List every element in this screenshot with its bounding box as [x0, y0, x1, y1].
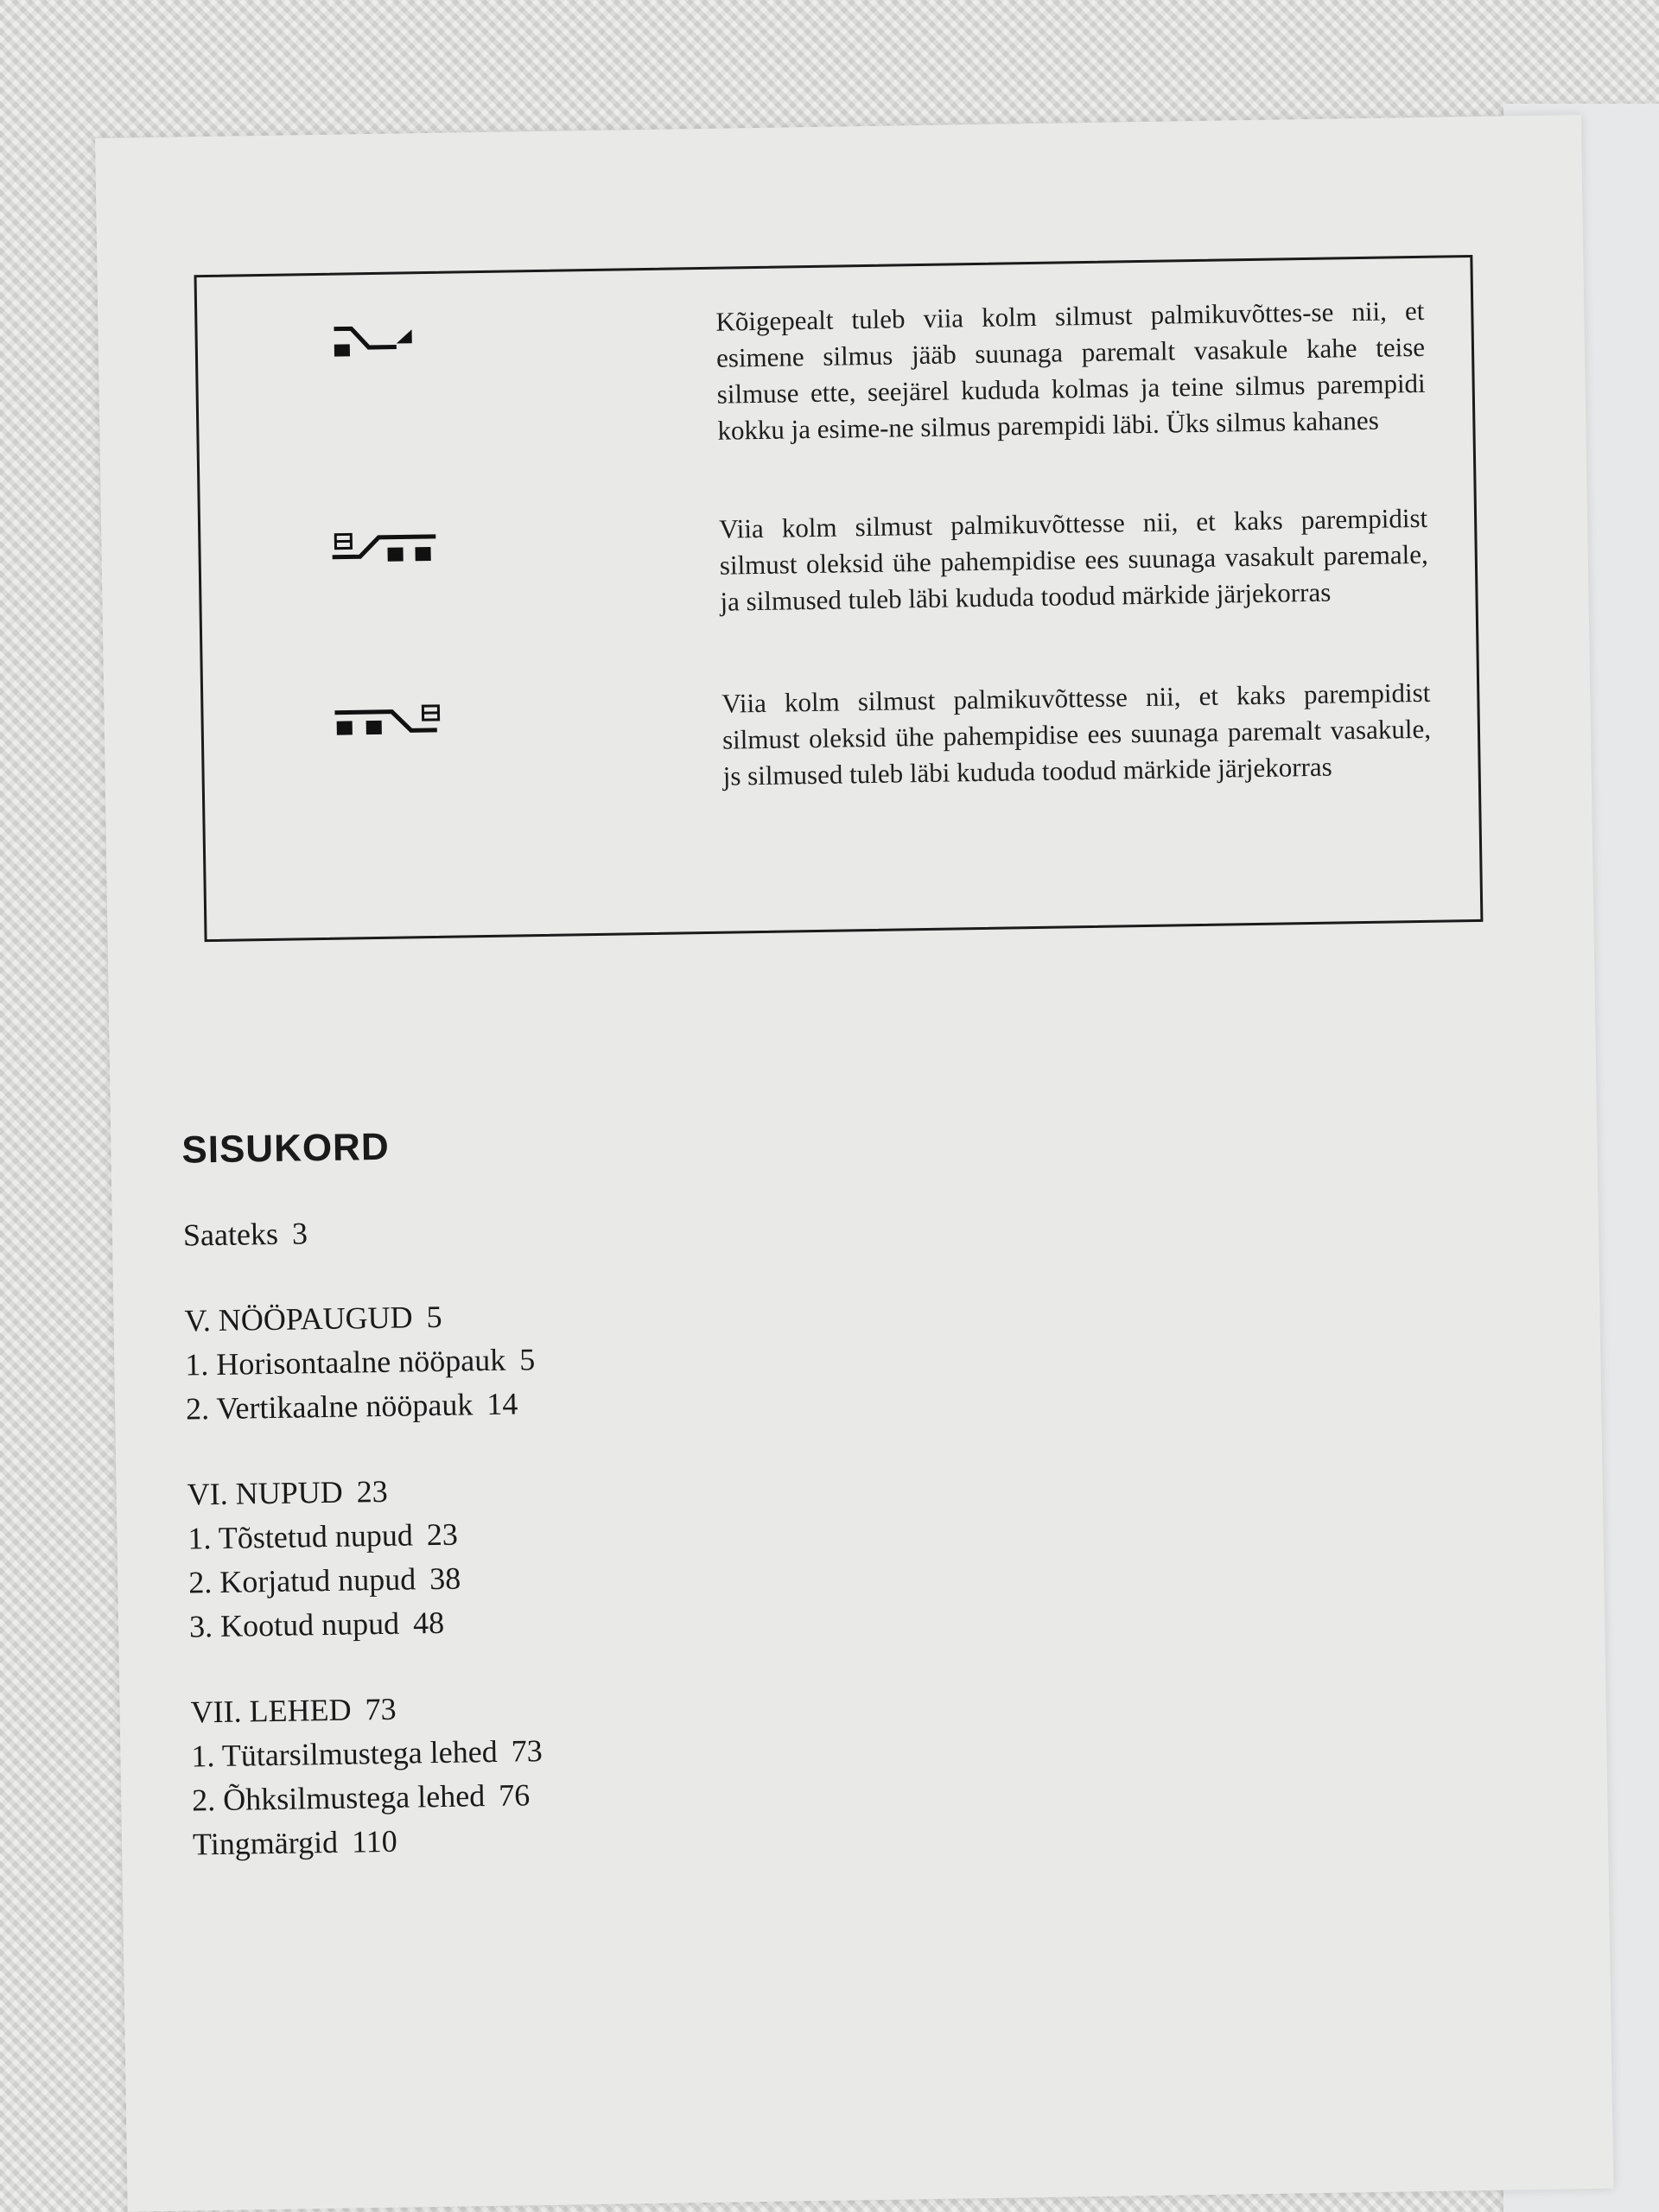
toc-entry-label: 1. Horisontaalne nööpauk	[184, 1342, 506, 1382]
cable-right-to-left-icon	[333, 699, 454, 753]
toc-entry-page: 110	[351, 1823, 398, 1859]
toc-group	[184, 1287, 963, 1431]
toc-entry-page: 76	[498, 1777, 531, 1813]
toc-entry-page: 73	[365, 1691, 397, 1727]
toc-entry-label: V. NÖÖPAUGUD	[184, 1300, 413, 1338]
toc-entry-page: 5	[426, 1299, 442, 1335]
legend-description: Viia kolm silmust palmikuvõttesse nii, et kaks parempidist silmust oleksid ühe pahempidise ees suunaga vasakult paremale, ja silmused tuleb läbi kududa toodud märkide järjekorras	[718, 502, 1429, 617]
stitch-legend-box	[194, 255, 1483, 942]
legend-description: Viia kolm silmust palmikuvõttesse nii, et kaks parempidist silmust oleksid ühe pahempidise ees suunaga paremalt vasakule, js silmused tuleb läbi kududa toodud märkide järjekorras	[721, 677, 1432, 791]
toc-entry-page: 3	[291, 1216, 308, 1251]
toc-entry-label: 3. Kootud nupud	[188, 1605, 400, 1644]
toc-entry-label: 1. Tõstetud nupud	[188, 1517, 414, 1556]
toc-entry-page: 5	[518, 1342, 536, 1377]
legend-row	[197, 292, 1471, 446]
toc-entry-label: VI. NUPUD	[187, 1474, 343, 1512]
toc-entry-page: 73	[511, 1733, 543, 1769]
legend-description: Kõigepealt tuleb viia kolm silmust palmikuvõttes-se nii, et esimene silmus jääb suunaga paremalt vasakule kahe teise silmuse ette, seejärel kududa kolmas ja teine silmus parempidi kokku ja esime-ne silmus parempidi läbi. Üks silmus kahanes	[715, 295, 1426, 446]
toc-entry-label: 2. Vertikaalne nööpauk	[185, 1387, 474, 1427]
toc-group	[187, 1460, 967, 1649]
toc-entry-page: 14	[486, 1386, 518, 1422]
toc-entry-label: 2. Korjatud nupud	[188, 1561, 416, 1600]
table-of-contents	[181, 1116, 970, 1866]
toc-group	[190, 1678, 970, 1866]
toc-entry-page: 23	[426, 1516, 459, 1553]
legend-row	[200, 499, 1474, 617]
toc-entry-label: 2. Õhksilmustega lehed	[191, 1778, 486, 1818]
cable-three-right-over-left-decrease-icon	[327, 317, 448, 371]
toc-entry-page: 23	[356, 1473, 388, 1510]
toc-entry-label: VII. LEHED	[190, 1692, 352, 1730]
book-page	[95, 115, 1613, 2212]
toc-entry-page: 38	[429, 1560, 461, 1597]
toc-entry-label: Saateks	[182, 1216, 279, 1253]
toc-title: SISUKORD	[181, 1125, 391, 1172]
toc-entry-page: 48	[412, 1605, 445, 1641]
legend-row	[203, 674, 1477, 791]
toc-entry-label: Tingmärgid	[192, 1824, 339, 1862]
cable-left-to-right-icon	[330, 524, 452, 578]
toc-entry-label: 1. Tütarsilmustega lehed	[191, 1733, 498, 1774]
